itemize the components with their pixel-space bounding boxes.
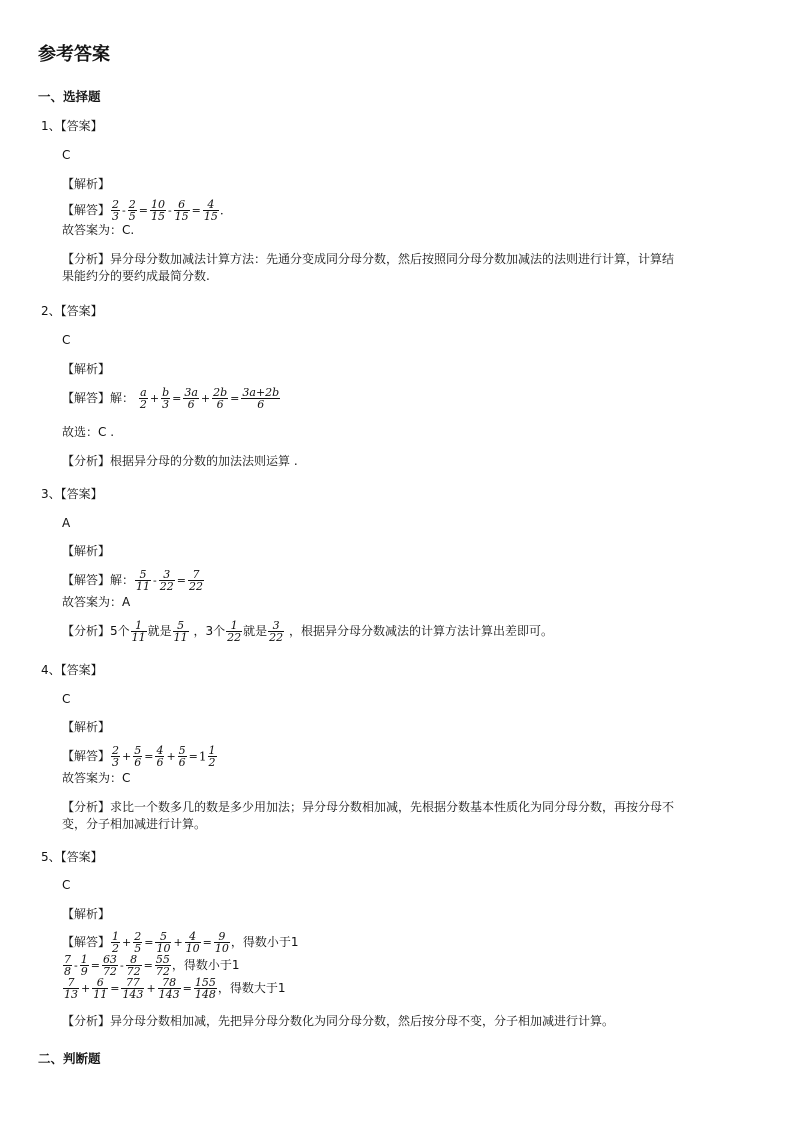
q4-answer-value: C — [62, 692, 71, 706]
math-operator: - — [167, 203, 172, 217]
numerator: 5 — [155, 931, 171, 943]
denominator: 6 — [257, 398, 265, 411]
numerator: 1 — [112, 930, 120, 943]
q3-analysis-label: 【解析】 — [62, 544, 111, 558]
fraction — [203, 199, 219, 222]
fraction — [92, 977, 108, 1000]
denominator: 11 — [173, 631, 188, 644]
q3-conclusion: 故答案为：A — [62, 595, 131, 609]
denominator: 3 — [112, 210, 120, 223]
q5-analysis-label: 【解析】 — [62, 907, 111, 921]
math-operator: + — [173, 935, 183, 949]
math-operator: = — [230, 391, 240, 405]
math-operator: = — [90, 958, 100, 972]
q1-answer-value: C — [62, 148, 71, 162]
fraction — [241, 387, 280, 410]
denominator: 5 — [134, 942, 142, 955]
denominator: 22 — [188, 580, 203, 593]
numerator: 5 — [173, 620, 189, 632]
q2-analysis-label: 【解析】 — [62, 362, 111, 376]
numerator: 5 — [135, 569, 151, 581]
numerator: 5 — [178, 744, 186, 757]
q1-analysis-label: 【解析】 — [62, 177, 111, 191]
numerator: 1 — [208, 744, 216, 757]
q3-answer-heading: 3、【答案】 — [41, 487, 103, 501]
fraction — [158, 977, 181, 1000]
fraction — [173, 620, 189, 643]
math-operator: = — [202, 935, 212, 949]
fraction — [155, 931, 171, 954]
fraction — [155, 954, 171, 977]
denominator: 6 — [178, 756, 186, 769]
q4-fenxi-line1: 【分析】求比一个数多几的数是多少用加法；异分母分数相加减，先根据分数基本性质化为同分母分数，再按分母不 — [62, 800, 675, 814]
denominator: 10 — [185, 942, 200, 955]
numerator: 2 — [112, 198, 120, 211]
denominator: 3 — [162, 398, 170, 411]
denominator: 15 — [150, 210, 165, 223]
fraction — [121, 977, 144, 1000]
math-operator: = — [191, 203, 201, 217]
denominator: 9 — [80, 965, 88, 978]
numerator: 3 — [268, 620, 284, 632]
q4-fenxi-line2: 变，分子相加减进行计算。 — [62, 817, 207, 831]
denominator: 22 — [269, 631, 284, 644]
math-operator: = — [172, 391, 182, 405]
numerator: 4 — [156, 744, 164, 757]
q5-solution-line3: $\frac{7}{13}$ + $\frac{6}{11}$ = $\frac{77}{143}$ + $\frac{78}{143}$ = $\frac{155}{148}$ ，得数大于1 — [64, 976, 286, 1001]
q2-fenxi: 【分析】根据异分母的分数的加法法则运算 . — [62, 454, 298, 468]
numerator: 1 — [131, 620, 147, 632]
q5-answer-heading: 5、【答案】 — [41, 850, 103, 864]
numerator: 78 — [158, 977, 181, 989]
denominator: 3 — [112, 756, 120, 769]
denominator: 11 — [131, 631, 146, 644]
math-operator: = — [143, 958, 153, 972]
numerator: 7 — [188, 569, 204, 581]
section-heading-judgement: 二、判断题 — [38, 1051, 101, 1066]
denominator: 10 — [156, 942, 171, 955]
math-operator: = — [144, 749, 154, 763]
q2-answer-value: C — [62, 333, 71, 347]
q1-conclusion: 故答案为：C. — [62, 223, 135, 237]
fraction — [126, 954, 142, 977]
q5-solution-line1: 【解答】 $\frac{1}{2}$ + $\frac{2}{5}$ = $\frac{5}{10}$ + $\frac{4}{10}$ = $\frac{9}{10}$ ，得数小于1 — [62, 930, 299, 955]
fraction — [185, 931, 201, 954]
q1-fenxi-line2: 果能约分的要约成最简分数. — [62, 269, 210, 283]
page-title: 参考答案 — [38, 44, 110, 65]
fraction — [135, 569, 151, 592]
math-operator: + — [146, 981, 156, 995]
denominator: 72 — [155, 965, 170, 978]
fraction — [188, 569, 204, 592]
math-operator: = — [188, 749, 198, 763]
fraction — [161, 387, 170, 410]
fraction — [183, 387, 199, 410]
math-operator: + — [166, 749, 176, 763]
fraction — [214, 931, 230, 954]
numerator: 5 — [134, 744, 142, 757]
q2-answer-heading: 2、【答案】 — [41, 304, 103, 318]
denominator: 6 — [187, 398, 195, 411]
fraction — [131, 620, 147, 643]
numerator: 2 — [134, 930, 142, 943]
fraction — [139, 387, 148, 410]
q3-solution: 【解答】解： $\frac{5}{11}$ - $\frac{3}{22}$ = $\frac{7}{22}$ — [62, 568, 203, 593]
denominator: 2 — [208, 756, 216, 769]
fraction — [178, 745, 187, 768]
fraction — [159, 569, 175, 592]
numerator: 63 — [102, 953, 117, 966]
fraction — [194, 977, 217, 1000]
q1-fenxi-line1: 【分析】异分母分数加减法计算方法：先通分变成同分母分数，然后按照同分母分数加减法的法则进行计算，计算结 — [62, 252, 675, 266]
numerator: 9 — [214, 931, 230, 943]
fraction — [150, 199, 166, 222]
math-operator: + — [122, 749, 132, 763]
numerator: 2 — [128, 198, 136, 211]
denominator: 6 — [156, 756, 164, 769]
q4-solution: 【解答】 $\frac{2}{3}$ + $\frac{5}{6}$ = $\frac{4}{6}$ + $\frac{5}{6}$ =1 $\frac{1}{2}$ — [62, 744, 216, 769]
fraction — [111, 931, 120, 954]
numerator: 3a — [184, 386, 198, 399]
denominator: 8 — [64, 965, 71, 978]
math-operator: - — [119, 958, 124, 972]
fraction — [63, 977, 79, 1000]
denominator: 11 — [93, 988, 108, 1001]
q4-conclusion: 故答案为：C — [62, 771, 131, 785]
denominator: 6 — [134, 756, 142, 769]
denominator: 6 — [216, 398, 224, 411]
numerator: 10 — [150, 198, 165, 211]
numerator: 7 — [63, 977, 79, 989]
math-operator: = — [138, 203, 148, 217]
numerator: 3 — [159, 569, 175, 581]
math-operator: = — [144, 935, 154, 949]
numerator: 3a+2b — [242, 386, 280, 399]
q4-analysis-label: 【解析】 — [62, 720, 111, 734]
numerator: 7 — [64, 953, 71, 966]
math-operator: - — [74, 958, 78, 972]
math-operator: = — [176, 573, 186, 587]
numerator: 4 — [203, 199, 219, 211]
fraction — [226, 620, 242, 643]
q1-answer-heading: 1、【答案】 — [41, 119, 103, 133]
numerator: 8 — [126, 954, 142, 966]
fraction — [212, 387, 228, 410]
denominator: 5 — [128, 210, 136, 223]
math-operator: - — [122, 203, 126, 217]
denominator: 148 — [194, 988, 216, 1001]
numerator: 4 — [185, 931, 201, 943]
fraction — [133, 745, 142, 768]
numerator: 1 — [226, 620, 242, 632]
fraction — [208, 745, 217, 768]
denominator: 22 — [159, 580, 174, 593]
q1-solution: 【解答】 $\frac{2}{3}$ - $\frac{2}{5}$ = $\frac{10}{15}$ - $\frac{6}{15}$ = $\frac{4}{15}$ . — [62, 198, 224, 223]
fraction — [102, 954, 118, 977]
numerator: 55 — [155, 953, 170, 966]
q2-conclusion: 故选：C . — [62, 425, 115, 439]
denominator: 13 — [64, 988, 78, 1001]
numerator: 2b — [213, 386, 228, 399]
fraction — [63, 954, 72, 977]
denominator: 72 — [102, 965, 117, 978]
numerator: 2 — [112, 744, 120, 757]
numerator: 155 — [194, 976, 216, 989]
fraction — [80, 954, 89, 977]
denominator: 11 — [136, 580, 151, 593]
numerator: 6 — [92, 977, 108, 989]
math-operator: + — [81, 981, 91, 995]
numerator: 6 — [174, 199, 190, 211]
numerator: b — [162, 386, 170, 399]
denominator: 15 — [174, 210, 189, 223]
numerator: a — [140, 386, 147, 399]
math-operator: + — [149, 391, 160, 405]
fraction — [268, 620, 284, 643]
denominator: 72 — [126, 965, 141, 978]
denominator: 2 — [139, 398, 147, 411]
denominator: 2 — [112, 942, 120, 955]
fraction — [111, 199, 120, 222]
math-operator: - — [153, 573, 157, 587]
fraction — [133, 931, 142, 954]
q3-fenxi: 【分析】5个 $\frac{1}{11}$ 就是 $\frac{5}{11}$ ，3个 $\frac{1}{22}$ 就是 $\frac{3}{22}$ ，根据异分母分数减法的计算方法计算出差即可。 — [62, 619, 553, 644]
math-operator: = — [110, 981, 120, 995]
q4-answer-heading: 4、【答案】 — [41, 663, 103, 677]
math-operator: + — [200, 391, 211, 405]
denominator: 22 — [227, 631, 242, 644]
q5-solution-line2: $\frac{7}{8}$ - $\frac{1}{9}$ = $\frac{63}{72}$ - $\frac{8}{72}$ = $\frac{55}{72}$ ，得数小于1 — [64, 953, 240, 978]
denominator: 10 — [214, 942, 229, 955]
q2-solution: 【解答】解： $\frac{a}{2}$ + $\frac{b}{3}$ = $\frac{3a}{6}$ + $\frac{2b}{6}$ = $\frac{3a+2b}{6}$ — [62, 386, 280, 411]
fraction — [174, 199, 190, 222]
denominator: 143 — [122, 988, 144, 1001]
math-operator: = — [182, 981, 192, 995]
q3-answer-value: A — [62, 516, 71, 530]
denominator: 15 — [203, 210, 218, 223]
fraction — [111, 745, 120, 768]
fraction — [128, 199, 137, 222]
numerator: 1 — [80, 953, 88, 966]
section-heading-choice: 一、选择题 — [38, 89, 101, 104]
math-operator: + — [122, 935, 132, 949]
denominator: 143 — [158, 988, 180, 1001]
q5-fenxi: 【分析】异分母分数相加减，先把异分母分数化为同分母分数，然后按分母不变，分子相加减进行计算。 — [62, 1014, 615, 1028]
numerator: 77 — [121, 977, 144, 989]
fraction — [155, 745, 164, 768]
q5-answer-value: C — [62, 878, 71, 892]
